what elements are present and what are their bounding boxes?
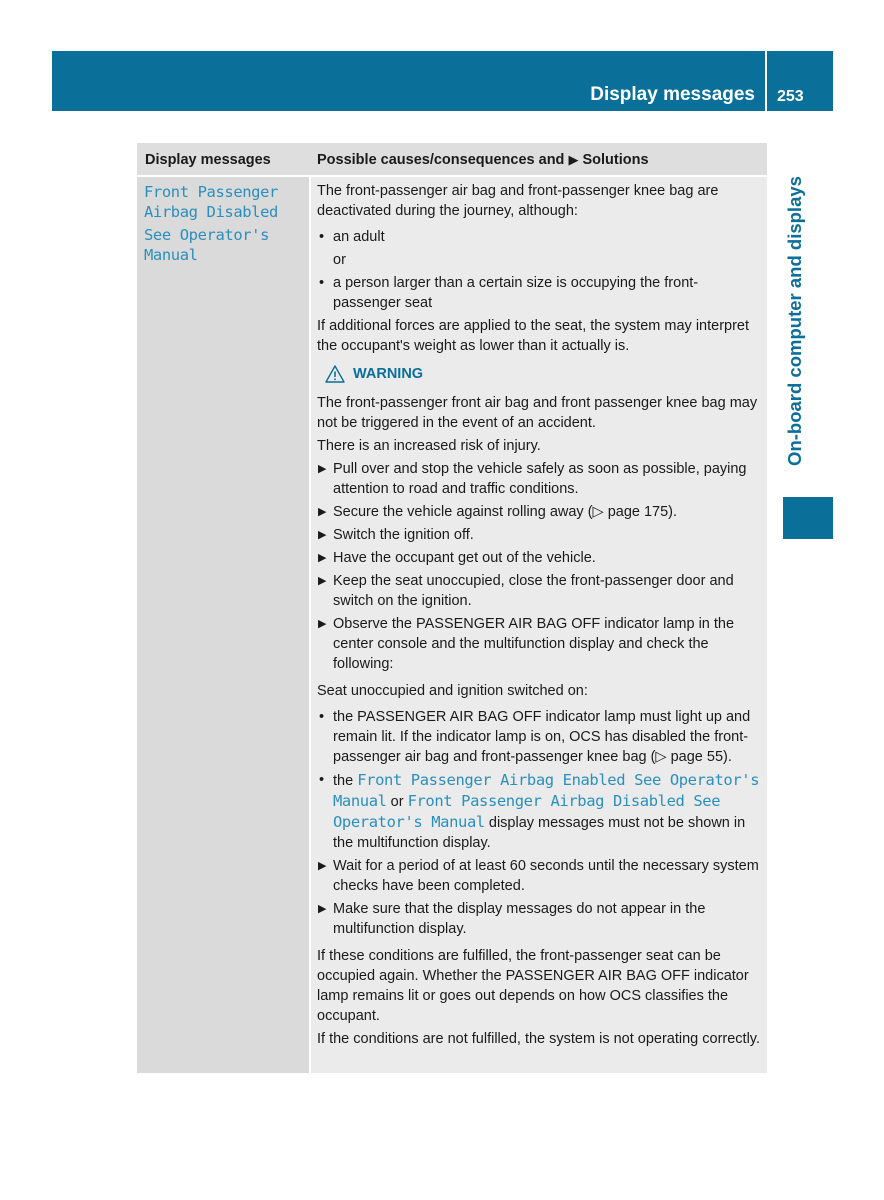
step-text: Make sure that the display messages do not appear in the multifunction display. xyxy=(333,901,706,937)
arrow-right-icon: ▶ xyxy=(318,618,327,630)
bullet-dot: • xyxy=(319,275,325,291)
step-text: Secure the vehicle against rolling away (▷ page 175). xyxy=(333,504,678,520)
arrow-right-icon: ▶ xyxy=(568,152,579,167)
message-text: Airbag Disabled xyxy=(144,203,278,221)
warning-paragraph: The front-passenger front air bag and front passenger knee bag may not be triggered in the event of an accident. xyxy=(317,395,758,431)
step-text: Observe the PASSENGER AIR BAG OFF indicator lamp in the center console and the multifunction display and check the following: xyxy=(333,616,735,672)
step-item xyxy=(317,525,763,545)
arrow-right-icon: ▶ xyxy=(318,575,327,587)
warning-triangle-icon xyxy=(325,365,345,383)
arrow-right-icon: ▶ xyxy=(318,463,327,475)
risk-paragraph: There is an increased risk of injury. xyxy=(317,438,541,454)
display-message-enabled: Front Passenger Airbag Enabled See Operator's Manual xyxy=(333,771,760,810)
side-chapter-tab xyxy=(783,497,833,539)
step-item xyxy=(317,899,763,939)
message-text: Front Passenger xyxy=(144,183,278,201)
bullet-text: an adult xyxy=(333,229,385,245)
arrow-right-icon: ▶ xyxy=(318,860,327,872)
step-item xyxy=(317,614,763,674)
fulfilled-paragraph: If these conditions are fulfilled, the front-passenger seat can be occupied again. Whether the PASSENGER AIR BAG OFF indicator lamp remains lit or goes out depends on how OCS classifies the occupant. xyxy=(317,948,749,1024)
column-header-causes-solutions xyxy=(317,152,649,168)
step-item xyxy=(317,459,763,499)
step-text: Keep the seat unoccupied, close the front-passenger door and switch on the ignition. xyxy=(333,573,734,609)
bullet-text: a person larger than a certain size is occupying the front-passenger seat xyxy=(333,275,699,311)
bullet-text: the PASSENGER AIR BAG OFF indicator lamp must light up and remain lit. If the indicator lamp is on, OCS has disabled the front-passenger air bag and front-passenger knee bag (▷ page 55). xyxy=(333,709,751,765)
bullet-dot: • xyxy=(319,772,325,788)
bullet-item xyxy=(317,707,763,767)
bullet-suffix: display messages must not be shown in the multifunction display. xyxy=(333,815,746,851)
not-fulfilled-paragraph: If the conditions are not fulfilled, the system is not operating correctly. xyxy=(317,1031,761,1047)
bullet-item xyxy=(317,273,763,313)
page-number: 253 xyxy=(777,88,804,105)
step-text: Pull over and stop the vehicle safely as soon as possible, paying attention to road and traffic conditions. xyxy=(333,461,747,497)
page-number-box xyxy=(767,51,833,111)
message-column xyxy=(137,177,309,1073)
side-chapter-text: On-board computer and displays xyxy=(784,176,806,466)
table-header-row xyxy=(137,143,767,175)
side-chapter-label xyxy=(780,155,810,487)
arrow-right-icon: ▶ xyxy=(318,903,327,915)
arrow-right-icon: ▶ xyxy=(318,552,327,564)
bullet-item xyxy=(317,227,763,247)
step-item xyxy=(317,856,763,896)
bullet-item xyxy=(317,770,763,853)
step-text: Have the occupant get out of the vehicle. xyxy=(333,550,596,566)
step-item xyxy=(317,548,763,568)
column-header-display-messages: Display messages xyxy=(145,152,271,168)
step-text: Switch the ignition off. xyxy=(333,527,474,543)
bullet-dot: • xyxy=(319,229,325,245)
causes-solutions-column xyxy=(311,177,767,1073)
bullet-prefix: the xyxy=(333,773,354,789)
header-band xyxy=(52,51,765,111)
or-text: or xyxy=(390,794,404,810)
step-item xyxy=(317,571,763,611)
or-text: or xyxy=(333,252,346,268)
arrow-right-icon: ▶ xyxy=(318,529,327,541)
header-solutions-text: Solutions xyxy=(582,152,649,168)
step-item xyxy=(317,502,763,522)
display-message-line-1 xyxy=(144,182,278,222)
step-text: Wait for a period of at least 60 seconds until the necessary system checks have been completed. xyxy=(333,858,759,894)
warning-heading xyxy=(325,364,763,384)
message-text: Manual xyxy=(144,246,198,264)
arrow-right-icon: ▶ xyxy=(318,506,327,518)
display-message-disabled: Front Passenger Airbag Disabled See Operator's Manual xyxy=(333,792,721,831)
additional-forces-paragraph: If additional forces are applied to the seat, the system may interpret the occupant's weight as lower than it actually is. xyxy=(317,318,750,354)
display-message-line-2 xyxy=(144,225,269,265)
causes-solutions-content xyxy=(317,181,763,1052)
bullet-dot: • xyxy=(319,709,325,725)
intro-paragraph: The front-passenger air bag and front-passenger knee bag are deactivated during the journey, although: xyxy=(317,183,719,219)
message-text: See Operator's xyxy=(144,226,270,244)
section-title: Display messages xyxy=(590,84,755,105)
warning-label: WARNING xyxy=(353,366,424,382)
seat-unoccupied-paragraph: Seat unoccupied and ignition switched on: xyxy=(317,683,588,699)
header-causes-text: Possible causes/consequences and xyxy=(317,152,565,168)
